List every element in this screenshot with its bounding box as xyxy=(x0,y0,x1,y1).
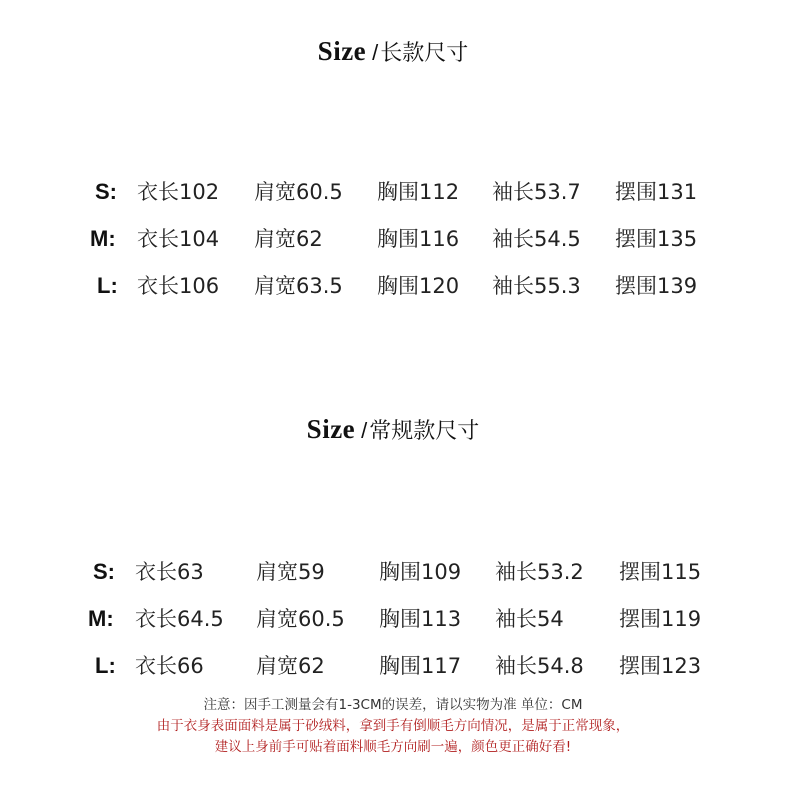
hem-value: 摆围135 xyxy=(615,227,698,251)
chest-value: 胸围109 xyxy=(379,560,462,584)
fabric-note-line-2: 建议上身前手可贴着面料顺毛方向刷一遍，颜色更正确好看! xyxy=(214,739,572,755)
hem-value: 摆围115 xyxy=(619,560,702,584)
length-value: 衣长63 xyxy=(135,560,204,584)
chest-value: 胸围117 xyxy=(379,654,462,678)
size-row-s xyxy=(0,557,786,587)
shoulder-value: 肩宽63.5 xyxy=(254,274,343,298)
size-row-l xyxy=(0,271,786,301)
size-label: L: xyxy=(97,273,118,298)
hem-value: 摆围139 xyxy=(615,274,698,298)
size-label: S: xyxy=(95,179,117,204)
fabric-note-line-1: 由于衣身表面面料是属于砂绒料，拿到手有倒顺毛方向情况，是属于正常现象， xyxy=(156,718,630,734)
chest-value: 胸围120 xyxy=(377,274,460,298)
size-word: Size xyxy=(306,414,356,444)
sleeve-value: 袖长54.8 xyxy=(495,654,584,678)
sleeve-value: 袖长54 xyxy=(495,607,564,631)
length-value: 衣长66 xyxy=(135,654,204,678)
chest-value: 胸围112 xyxy=(377,180,460,204)
shoulder-value: 肩宽62 xyxy=(254,227,323,251)
size-label: L: xyxy=(95,653,116,678)
chest-value: 胸围113 xyxy=(379,607,462,631)
size-row-l xyxy=(0,651,786,681)
length-value: 衣长102 xyxy=(137,180,220,204)
sleeve-value: 袖长54.5 xyxy=(492,227,581,251)
notes-block xyxy=(0,695,786,758)
length-value: 衣长64.5 xyxy=(135,607,224,631)
sleeve-value: 袖长55.3 xyxy=(492,274,581,298)
shoulder-value: 肩宽62 xyxy=(256,654,325,678)
long-size-subtitle: 长款尺寸 xyxy=(380,41,469,66)
shoulder-value: 肩宽60.5 xyxy=(256,607,345,631)
shoulder-value: 肩宽59 xyxy=(256,560,325,584)
chest-value: 胸围116 xyxy=(377,227,460,251)
length-value: 衣长106 xyxy=(137,274,220,298)
length-value: 衣长104 xyxy=(137,227,220,251)
hem-value: 摆围131 xyxy=(615,180,698,204)
size-label: M: xyxy=(88,606,114,631)
size-row-s xyxy=(0,177,786,207)
sleeve-value: 袖长53.2 xyxy=(495,560,584,584)
size-row-m xyxy=(0,224,786,254)
measurement-note: 注意：因手工测量会有1-3CM的误差，请以实物为准 单位：CM xyxy=(203,697,583,713)
size-row-m xyxy=(0,604,786,634)
sleeve-value: 袖长53.7 xyxy=(492,180,581,204)
regular-size-title xyxy=(0,414,786,445)
size-label: S: xyxy=(93,559,115,584)
long-size-title xyxy=(0,36,786,67)
title-slash: / xyxy=(372,40,379,65)
size-label: M: xyxy=(90,226,116,251)
hem-value: 摆围119 xyxy=(619,607,702,631)
hem-value: 摆围123 xyxy=(619,654,702,678)
size-word: Size xyxy=(317,36,367,66)
regular-size-subtitle: 常规款尺寸 xyxy=(369,419,480,444)
shoulder-value: 肩宽60.5 xyxy=(254,180,343,204)
title-slash: / xyxy=(361,418,368,443)
